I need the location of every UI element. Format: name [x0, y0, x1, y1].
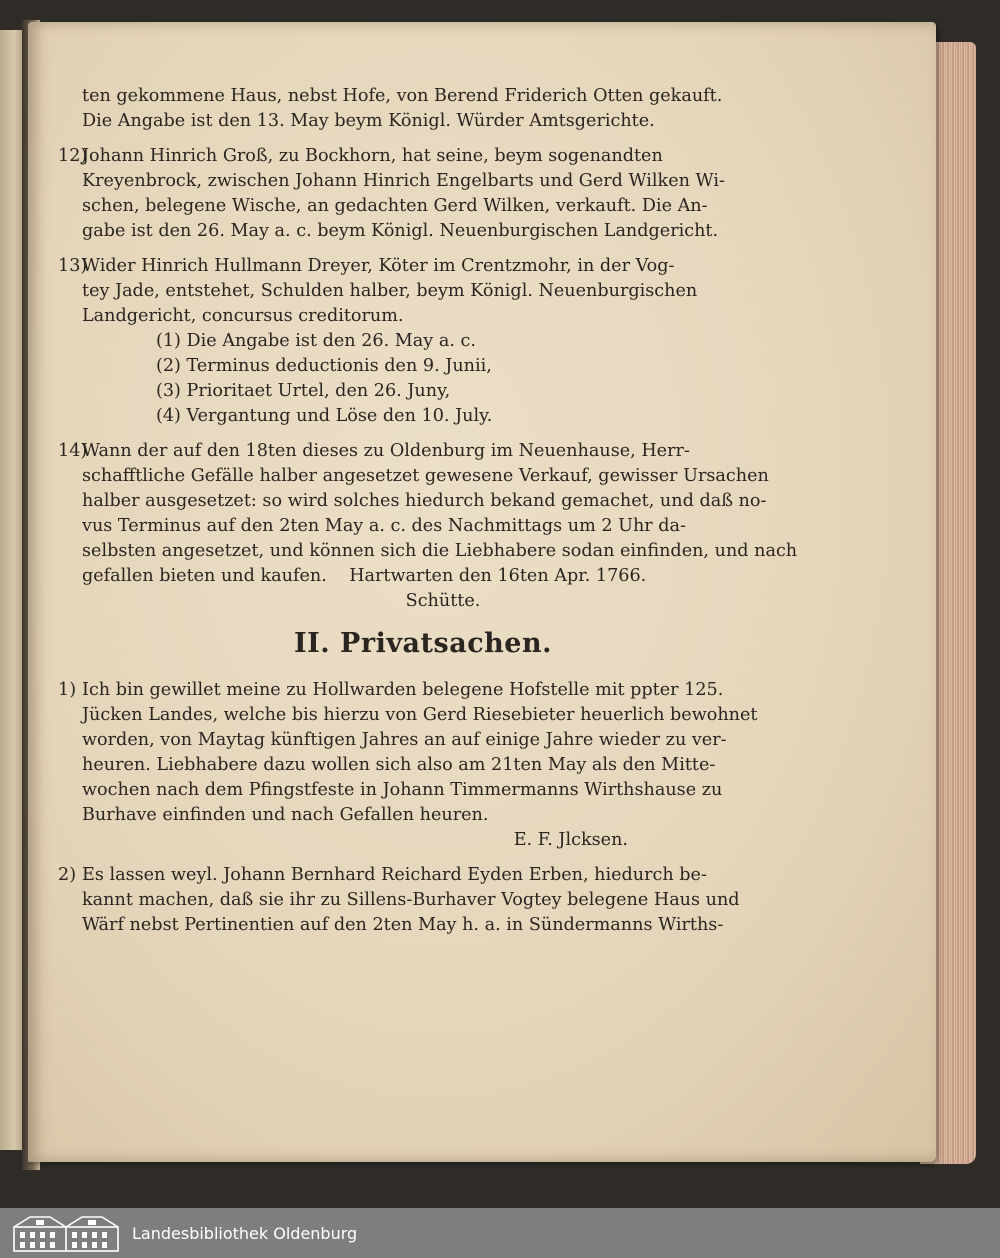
- text-line: gabe ist den 26. May a. c. beym Königl. Neuenburgischen Landgericht.: [82, 221, 719, 241]
- text-line: vus Terminus auf den 2ten May a. c. des Nachmittags um 2 Uhr da-: [82, 516, 686, 536]
- list-item: (4) Vergantung und Löse den 10. July.: [156, 406, 493, 426]
- continuation-entry: [58, 84, 788, 134]
- text-line: halber ausgesetzet: so wird solches hiedurch bekand gemachet, und daß no-: [82, 491, 767, 511]
- entry-number: 14): [58, 441, 88, 461]
- private-entry-1: [58, 678, 788, 853]
- list-item: (2) Terminus deductionis den 9. Junii,: [156, 356, 492, 376]
- footer-bar: [0, 1208, 1000, 1258]
- text-line: Burhave einfinden und nach Gefallen heuren.: [82, 805, 489, 825]
- text-line: Landgericht, concursus creditorum.: [82, 306, 404, 326]
- text-line: ten gekommene Haus, nebst Hofe, von Berend Friderich Otten gekauft.: [82, 86, 723, 106]
- text-line: wochen nach dem Pfingstfeste in Johann Timmermanns Wirthshause zu: [82, 780, 723, 800]
- text-line: heuren. Liebhabere dazu wollen sich also am 21ten May als den Mitte-: [82, 755, 716, 775]
- text-line: Jücken Landes, welche bis hierzu von Gerd Riesebieter heuerlich bewohnet: [82, 705, 758, 725]
- page-text: [58, 84, 798, 948]
- text-line: [58, 254, 788, 279]
- text-line: Kreyenbrock, zwischen Johann Hinrich Engelbarts und Gerd Wilken Wi-: [82, 171, 725, 191]
- text-span: Johann Hinrich Groß, zu Bockhorn, hat seine, beym sogenandten: [82, 146, 663, 166]
- text-line: [58, 678, 788, 703]
- list-item: (1) Die Angabe ist den 26. May a. c.: [156, 331, 476, 351]
- signature: Schütte.: [405, 591, 481, 611]
- entry-12: [58, 144, 788, 244]
- text-line: [58, 144, 788, 169]
- private-entry-2: [58, 863, 788, 938]
- numbered-list: [58, 329, 788, 429]
- entry-number: 2): [58, 865, 77, 885]
- section-heading: II. Privatsachen.: [294, 628, 552, 659]
- library-building-icon: [10, 1213, 122, 1253]
- text-line: Die Angabe ist den 13. May beym Königl. Würder Amtsgerichte.: [82, 111, 655, 131]
- text-line: tey Jade, entstehet, Schulden halber, beym Königl. Neuenburgischen: [82, 281, 698, 301]
- text-line: Wärf nebst Pertinentien auf den 2ten May h. a. in Sündermanns Wirths-: [82, 915, 724, 935]
- text-span: Es lassen weyl. Johann Bernhard Reichard Eyden Erben, hiedurch be-: [82, 865, 707, 885]
- entry-14: [58, 439, 798, 614]
- text-line: worden, von Maytag künftigen Jahres an auf einige Jahre wieder zu ver-: [82, 730, 727, 750]
- text-line: kannt machen, daß sie ihr zu Sillens-Burhaver Vogtey belegene Haus und: [82, 890, 740, 910]
- entry-number: 12): [58, 146, 88, 166]
- text-line: schen, belegene Wische, an gedachten Gerd Wilken, verkauft. Die An-: [82, 196, 708, 216]
- text-span: Wider Hinrich Hullmann Dreyer, Köter im Crentzmohr, in der Vog-: [82, 256, 675, 276]
- list-item: (3) Prioritaet Urtel, den 26. Juny,: [156, 381, 451, 401]
- entry-13: [58, 254, 788, 429]
- text-line: [58, 863, 788, 888]
- text-span: Wann der auf den 18ten dieses zu Oldenburg im Neuenhause, Herr-: [82, 441, 690, 461]
- text-line: [58, 439, 788, 464]
- book-page: [28, 22, 936, 1162]
- text-span: Ich bin gewillet meine zu Hollwarden belegene Hofstelle mit ppter 125.: [82, 680, 724, 700]
- text-line: schafftliche Gefälle halber angesetzet gewesene Verkauf, gewisser Ursachen: [82, 466, 769, 486]
- entry-number: 1): [58, 680, 77, 700]
- signature: E. F. Jlcksen.: [513, 830, 628, 850]
- library-name: Landesbibliothek Oldenburg: [132, 1223, 358, 1243]
- entry-number: 13): [58, 256, 88, 276]
- text-line: gefallen bieten und kaufen. Hartwarten den 16ten Apr. 1766.: [82, 566, 647, 586]
- text-line: selbsten angesetzet, und können sich die Liebhabere sodan einfinden, und nach: [82, 541, 798, 561]
